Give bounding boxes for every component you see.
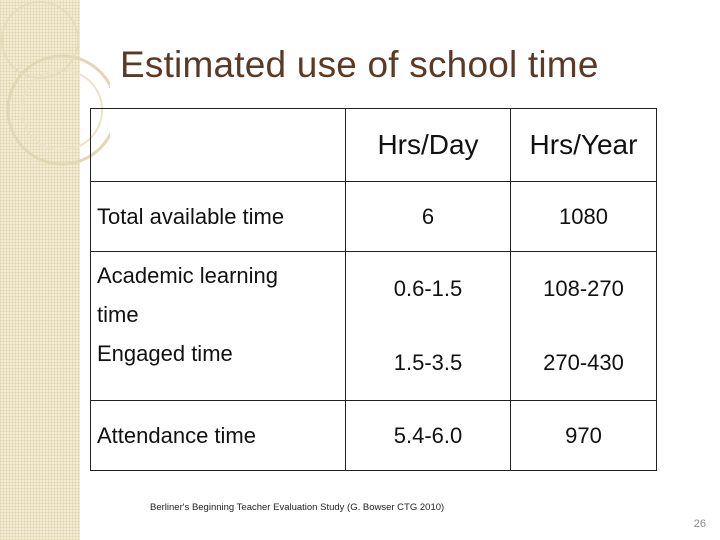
cell-academic-engaged-year	[511, 252, 657, 401]
cell-academic-year: 108-270	[543, 276, 624, 301]
table-header-row	[91, 109, 657, 182]
row-label-attendance: Attendance time	[91, 401, 346, 471]
row-label-academic-engaged	[91, 252, 346, 401]
page-number: 26	[693, 518, 706, 530]
cell-academic-day: 0.6-1.5	[393, 276, 463, 301]
cell-attendance-day: 5.4-6.0	[346, 401, 511, 471]
row-label-line: Engaged time	[97, 341, 233, 366]
school-time-table	[90, 108, 657, 471]
table-row	[91, 182, 657, 252]
row-label-line: time	[97, 302, 139, 327]
header-hrs-year: Hrs/Year	[511, 109, 657, 182]
slide-title: Estimated use of school time	[120, 44, 599, 85]
cell-attendance-year: 970	[511, 401, 657, 471]
cell-total-year: 1080	[511, 182, 657, 252]
row-label-line: Academic learning	[97, 263, 278, 288]
cell-engaged-year: 270-430	[543, 350, 624, 375]
header-hrs-day: Hrs/Day	[346, 109, 511, 182]
header-blank-cell	[91, 109, 346, 182]
citation-text: Berliner's Beginning Teacher Evaluation Study (G. Bowser CTG 2010)	[150, 502, 445, 513]
cell-total-day: 6	[346, 182, 511, 252]
row-label-total-available: Total available time	[91, 182, 346, 252]
cell-academic-engaged-day	[346, 252, 511, 401]
cell-engaged-day: 1.5-3.5	[393, 350, 463, 375]
table-row	[91, 252, 657, 401]
table-row	[91, 401, 657, 471]
